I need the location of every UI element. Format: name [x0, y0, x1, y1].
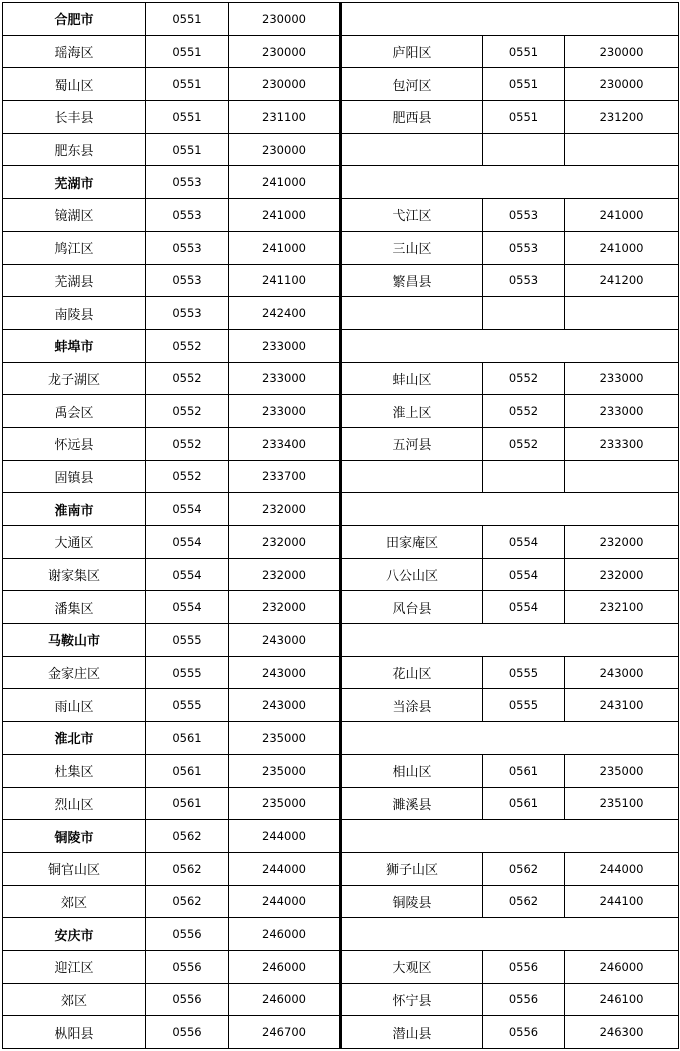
area-code-cell: 0553: [146, 231, 229, 264]
district-name-cell: 龙子湖区: [3, 362, 146, 395]
area-code-cell: 0555: [483, 689, 565, 722]
district-row: [3, 297, 679, 330]
postal-code-cell: 233000: [229, 362, 341, 395]
empty-cell: [341, 918, 679, 951]
district-row: [3, 68, 679, 101]
area-code-cell: [483, 297, 565, 330]
postal-code-cell: 246000: [229, 983, 341, 1016]
area-code-cell: 0561: [146, 722, 229, 755]
district-name-cell: 铜陵县: [341, 885, 483, 918]
area-code-cell: 0552: [483, 362, 565, 395]
district-name-cell: 包河区: [341, 68, 483, 101]
empty-cell: [341, 722, 679, 755]
area-code-cell: 0553: [146, 166, 229, 199]
empty-cell: [341, 624, 679, 657]
postal-code-cell: 243000: [565, 656, 679, 689]
postal-code-cell: [565, 133, 679, 166]
area-code-cell: 0551: [146, 133, 229, 166]
district-row: [3, 754, 679, 787]
district-row: [3, 101, 679, 134]
area-code-cell: 0553: [483, 199, 565, 232]
area-code-cell: 0556: [483, 1016, 565, 1049]
table-body: [3, 3, 679, 1049]
city-name-cell: 淮北市: [3, 722, 146, 755]
district-name-cell: [341, 460, 483, 493]
district-name-cell: 繁昌县: [341, 264, 483, 297]
district-name-cell: 禹会区: [3, 395, 146, 428]
area-code-cell: [483, 460, 565, 493]
area-code-cell: 0562: [483, 852, 565, 885]
district-row: [3, 1016, 679, 1049]
postal-code-cell: 233400: [229, 427, 341, 460]
city-row: [3, 3, 679, 36]
district-row: [3, 264, 679, 297]
area-code-cell: 0555: [146, 689, 229, 722]
postal-code-cell: 233000: [565, 362, 679, 395]
area-code-cell: 0552: [146, 427, 229, 460]
district-name-cell: 八公山区: [341, 558, 483, 591]
area-code-cell: 0556: [146, 950, 229, 983]
district-name-cell: 芜湖县: [3, 264, 146, 297]
empty-cell: [341, 329, 679, 362]
postal-code-cell: 241000: [565, 231, 679, 264]
district-name-cell: 烈山区: [3, 787, 146, 820]
area-code-cell: 0554: [146, 526, 229, 559]
district-row: [3, 591, 679, 624]
district-row: [3, 35, 679, 68]
area-code-cell: 0555: [146, 624, 229, 657]
district-name-cell: 风台县: [341, 591, 483, 624]
district-name-cell: 相山区: [341, 754, 483, 787]
postal-code-cell: 244000: [229, 885, 341, 918]
postal-code-cell: 232000: [229, 526, 341, 559]
district-name-cell: 枞阳县: [3, 1016, 146, 1049]
area-code-cell: 0554: [146, 493, 229, 526]
area-code-cell: 0551: [146, 35, 229, 68]
postal-code-cell: [565, 297, 679, 330]
postal-code-cell: 232100: [565, 591, 679, 624]
area-code-cell: 0551: [483, 101, 565, 134]
area-code-cell: 0556: [146, 1016, 229, 1049]
district-name-cell: [341, 133, 483, 166]
postal-code-cell: 230000: [229, 3, 341, 36]
area-code-cell: 0554: [146, 591, 229, 624]
postal-code-cell: 230000: [229, 35, 341, 68]
postal-code-cell: 232000: [565, 526, 679, 559]
district-row: [3, 852, 679, 885]
area-code-cell: 0551: [483, 35, 565, 68]
district-row: [3, 950, 679, 983]
postal-code-cell: 244000: [565, 852, 679, 885]
postal-code-cell: 233300: [565, 427, 679, 460]
area-code-cell: 0554: [483, 591, 565, 624]
postal-code-cell: 232000: [229, 493, 341, 526]
district-row: [3, 460, 679, 493]
city-name-cell: 淮南市: [3, 493, 146, 526]
postal-code-cell: 232000: [229, 591, 341, 624]
area-code-cell: 0553: [146, 199, 229, 232]
area-code-cell: 0562: [483, 885, 565, 918]
postal-code-cell: 244000: [229, 852, 341, 885]
postal-code-cell: 230000: [229, 133, 341, 166]
area-code-cell: 0553: [146, 264, 229, 297]
postal-code-cell: 235000: [229, 754, 341, 787]
area-code-cell: 0555: [146, 656, 229, 689]
city-row: [3, 820, 679, 853]
area-code-cell: 0561: [483, 754, 565, 787]
district-name-cell: 肥东县: [3, 133, 146, 166]
district-name-cell: 金家庄区: [3, 656, 146, 689]
district-name-cell: [341, 297, 483, 330]
city-name-cell: 合肥市: [3, 3, 146, 36]
district-name-cell: 蚌山区: [341, 362, 483, 395]
postal-code-cell: 230000: [565, 68, 679, 101]
district-row: [3, 427, 679, 460]
empty-cell: [341, 3, 679, 36]
district-name-cell: 雨山区: [3, 689, 146, 722]
district-name-cell: 鸠江区: [3, 231, 146, 264]
postal-code-cell: 241000: [229, 166, 341, 199]
district-row: [3, 395, 679, 428]
area-code-cell: 0562: [146, 885, 229, 918]
postal-code-cell: 230000: [565, 35, 679, 68]
city-row: [3, 166, 679, 199]
area-code-cell: 0552: [146, 362, 229, 395]
city-row: [3, 722, 679, 755]
postal-code-cell: 246000: [229, 918, 341, 951]
postal-code-cell: 242400: [229, 297, 341, 330]
district-name-cell: 瑶海区: [3, 35, 146, 68]
postal-code-cell: 235000: [229, 722, 341, 755]
area-code-cell: 0553: [146, 297, 229, 330]
city-name-cell: 马鞍山市: [3, 624, 146, 657]
area-code-cell: 0556: [483, 983, 565, 1016]
area-code-cell: 0562: [146, 820, 229, 853]
city-row: [3, 329, 679, 362]
area-code-cell: 0554: [483, 526, 565, 559]
area-code-cell: [483, 133, 565, 166]
area-code-cell: 0551: [146, 68, 229, 101]
district-name-cell: 三山区: [341, 231, 483, 264]
city-name-cell: 铜陵市: [3, 820, 146, 853]
postal-code-cell: [565, 460, 679, 493]
district-name-cell: 怀宁县: [341, 983, 483, 1016]
postal-code-cell: 232000: [565, 558, 679, 591]
area-code-cell: 0561: [146, 754, 229, 787]
postal-code-cell: 233700: [229, 460, 341, 493]
district-row: [3, 231, 679, 264]
postal-code-cell: 246700: [229, 1016, 341, 1049]
area-code-table: [2, 2, 679, 1049]
postal-code-cell: 241100: [229, 264, 341, 297]
postal-code-cell: 246000: [565, 950, 679, 983]
area-code-cell: 0552: [146, 460, 229, 493]
postal-code-cell: 246300: [565, 1016, 679, 1049]
city-name-cell: 蚌埠市: [3, 329, 146, 362]
city-name-cell: 安庆市: [3, 918, 146, 951]
postal-code-cell: 232000: [229, 558, 341, 591]
city-row: [3, 624, 679, 657]
area-code-cell: 0553: [483, 231, 565, 264]
district-name-cell: 铜官山区: [3, 852, 146, 885]
area-code-cell: 0552: [146, 395, 229, 428]
area-code-cell: 0551: [146, 101, 229, 134]
postal-code-cell: 243100: [565, 689, 679, 722]
postal-code-cell: 244000: [229, 820, 341, 853]
postal-code-cell: 231100: [229, 101, 341, 134]
city-row: [3, 918, 679, 951]
area-code-cell: 0561: [483, 787, 565, 820]
district-name-cell: 淮上区: [341, 395, 483, 428]
postal-code-cell: 246100: [565, 983, 679, 1016]
area-code-cell: 0554: [146, 558, 229, 591]
district-row: [3, 133, 679, 166]
postal-code-cell: 235000: [565, 754, 679, 787]
district-name-cell: 田家庵区: [341, 526, 483, 559]
area-code-cell: 0562: [146, 852, 229, 885]
city-row: [3, 493, 679, 526]
area-code-cell: 0552: [483, 427, 565, 460]
district-name-cell: 镜湖区: [3, 199, 146, 232]
district-name-cell: 花山区: [341, 656, 483, 689]
postal-code-cell: 230000: [229, 68, 341, 101]
district-name-cell: 谢家集区: [3, 558, 146, 591]
area-code-cell: 0551: [483, 68, 565, 101]
district-name-cell: 蜀山区: [3, 68, 146, 101]
postal-code-cell: 241000: [229, 231, 341, 264]
area-code-cell: 0556: [146, 918, 229, 951]
district-name-cell: 南陵县: [3, 297, 146, 330]
postal-code-cell: 233000: [565, 395, 679, 428]
district-name-cell: 固镇县: [3, 460, 146, 493]
area-code-cell: 0554: [483, 558, 565, 591]
postal-code-cell: 243000: [229, 624, 341, 657]
area-code-cell: 0552: [483, 395, 565, 428]
postal-code-cell: 235000: [229, 787, 341, 820]
area-code-cell: 0551: [146, 3, 229, 36]
district-row: [3, 656, 679, 689]
area-code-cell: 0556: [483, 950, 565, 983]
district-row: [3, 199, 679, 232]
area-code-cell: 0556: [146, 983, 229, 1016]
district-name-cell: 五河县: [341, 427, 483, 460]
district-row: [3, 526, 679, 559]
district-name-cell: 怀远县: [3, 427, 146, 460]
postal-code-cell: 243000: [229, 689, 341, 722]
postal-code-cell: 231200: [565, 101, 679, 134]
district-name-cell: 狮子山区: [341, 852, 483, 885]
district-row: [3, 558, 679, 591]
city-name-cell: 芜湖市: [3, 166, 146, 199]
postal-code-cell: 241200: [565, 264, 679, 297]
district-name-cell: 长丰县: [3, 101, 146, 134]
district-name-cell: 大通区: [3, 526, 146, 559]
district-name-cell: 郊区: [3, 885, 146, 918]
empty-cell: [341, 493, 679, 526]
area-code-cell: 0555: [483, 656, 565, 689]
district-name-cell: 迎江区: [3, 950, 146, 983]
empty-cell: [341, 820, 679, 853]
postal-code-cell: 233000: [229, 395, 341, 428]
district-name-cell: 当涂县: [341, 689, 483, 722]
postal-code-cell: 235100: [565, 787, 679, 820]
district-name-cell: 大观区: [341, 950, 483, 983]
district-name-cell: 杜集区: [3, 754, 146, 787]
area-code-cell: 0553: [483, 264, 565, 297]
district-row: [3, 885, 679, 918]
empty-cell: [341, 166, 679, 199]
district-name-cell: 郊区: [3, 983, 146, 1016]
district-name-cell: 潜山县: [341, 1016, 483, 1049]
postal-code-cell: 241000: [229, 199, 341, 232]
postal-code-cell: 241000: [565, 199, 679, 232]
district-name-cell: 肥西县: [341, 101, 483, 134]
postal-code-cell: 233000: [229, 329, 341, 362]
area-code-cell: 0561: [146, 787, 229, 820]
postal-code-cell: 244100: [565, 885, 679, 918]
district-row: [3, 689, 679, 722]
district-name-cell: 弋江区: [341, 199, 483, 232]
postal-code-cell: 243000: [229, 656, 341, 689]
district-name-cell: 庐阳区: [341, 35, 483, 68]
district-row: [3, 362, 679, 395]
district-name-cell: 潘集区: [3, 591, 146, 624]
area-code-cell: 0552: [146, 329, 229, 362]
district-name-cell: 濉溪县: [341, 787, 483, 820]
district-row: [3, 787, 679, 820]
district-row: [3, 983, 679, 1016]
postal-code-cell: 246000: [229, 950, 341, 983]
